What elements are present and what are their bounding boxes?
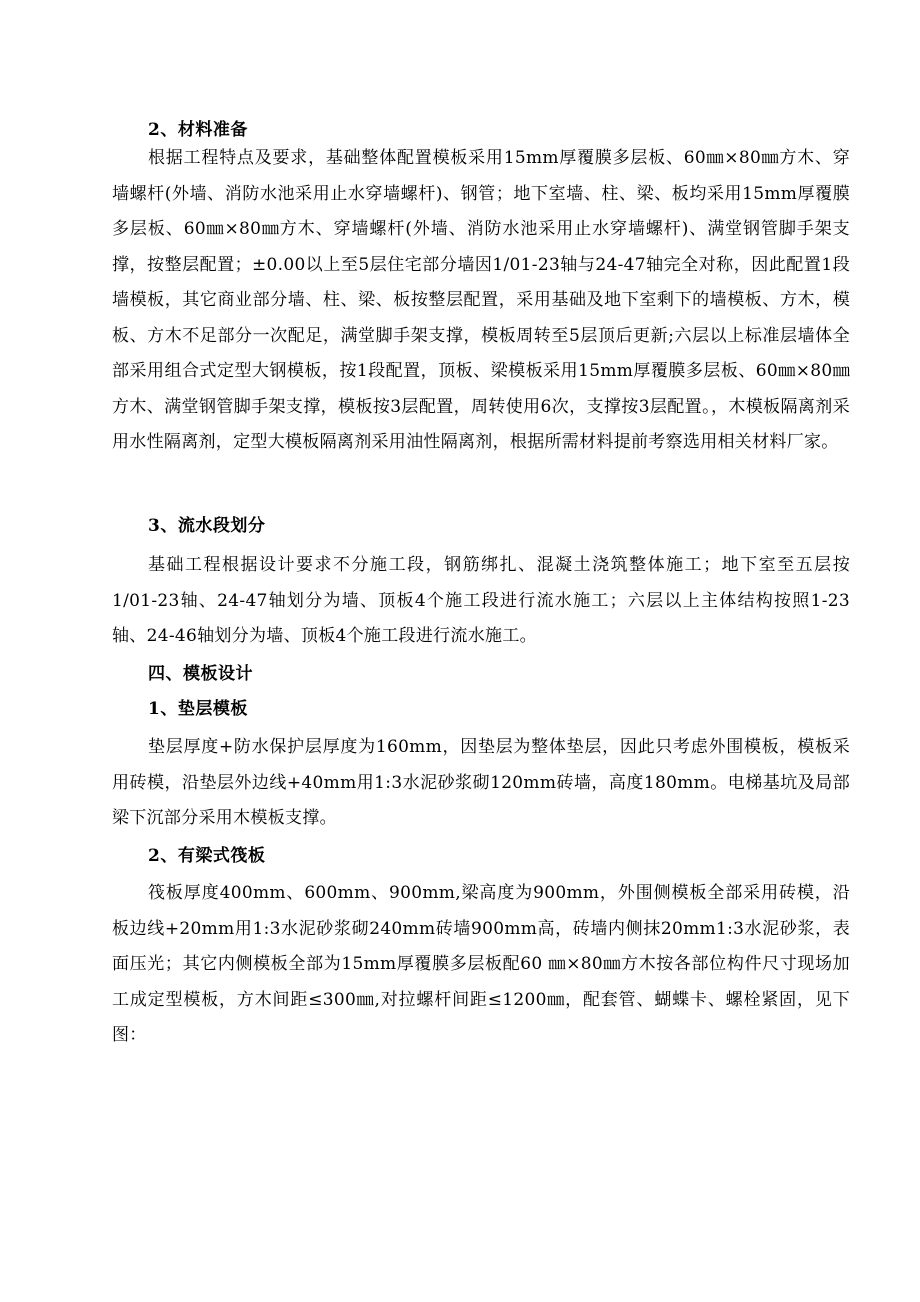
section-flow-body [112,548,850,655]
section-cushion-body [112,730,850,837]
heading-flow: 3、流水段划分 [148,516,266,536]
paragraph-flow: 基础工程根据设计要求不分施工段，钢筋绑扎、混凝土浇筑整体施工；地下室至五层按1/01-23轴、24-47轴划分为墙、顶板4个施工段进行流水施工；六层以上主体结构按照1-23轴、24-46轴划分为墙、顶板4个施工段进行流水施工。 [112,555,850,646]
paragraph-raft: 筏板厚度400mm、600mm、900mm,梁高度为900mm，外围侧模板全部采用砖模，沿板边线+20mm用1:3水泥砂浆砌240mm砖墙900mm高，砖墙内侧抹20mm1:3水泥砂浆，表面压光；其它内侧模板全部为15mm厚覆膜多层板配60 ㎜×80㎜方木按各部位构件尺寸现场加工成定型模板，方木间距≤300㎜,对拉螺杆间距≤1200㎜，配套管、蝴蝶卡、螺栓紧固，见下图： [112,883,851,1045]
paragraph-cushion: 垫层厚度+防水保护层厚度为160mm，因垫层为整体垫层，因此只考虑外围模板，模板采用砖模，沿垫层外边线+40mm用1:3水泥砂浆砌120mm砖墙，高度180mm。电梯基坑及局部梁下沉部分采用木模板支撑。 [112,737,850,828]
section-raft-body [112,876,850,1054]
heading-design: 四、模板设计 [148,664,253,684]
section-materials-body [112,141,850,461]
heading-raft: 2、有梁式筏板 [148,846,266,866]
heading-cushion: 1、垫层模板 [148,699,248,719]
paragraph-materials: 根据工程特点及要求，基础整体配置模板采用15mm厚覆膜多层板、60㎜×80㎜方木、穿墙螺杆(外墙、消防水池采用止水穿墙螺杆)、钢管；地下室墙、柱、梁、板均采用15mm厚覆膜多层板、60㎜×80㎜方木、穿墙螺杆(外墙、消防水池采用止水穿墙螺杆)、满堂钢管脚手架支撑，按整层配置；±0.00以上至5层住宅部分墙因1/01-23轴与24-47轴完全对称，因此配置1段墙模板，其它商业部分墙、柱、梁、板按整层配置，采用基础及地下室剩下的墙模板、方木，模板、方木不足部分一次配足，满堂脚手架支撑，模板周转至5层顶后更新;六层以上标准层墙体全部采用组合式定型大钢模板，按1段配置，顶板、梁模板采用15mm厚覆膜多层板、60㎜×80㎜方木、满堂钢管脚手架支撑，模板按3层配置，周转使用6次，支撑按3层配置。，木模板隔离剂采用水性隔离剂，定型大模板隔离剂采用油性隔离剂，根据所需材料提前考察选用相关材料厂家。 [112,148,850,452]
heading-materials: 2、材料准备 [148,120,248,140]
